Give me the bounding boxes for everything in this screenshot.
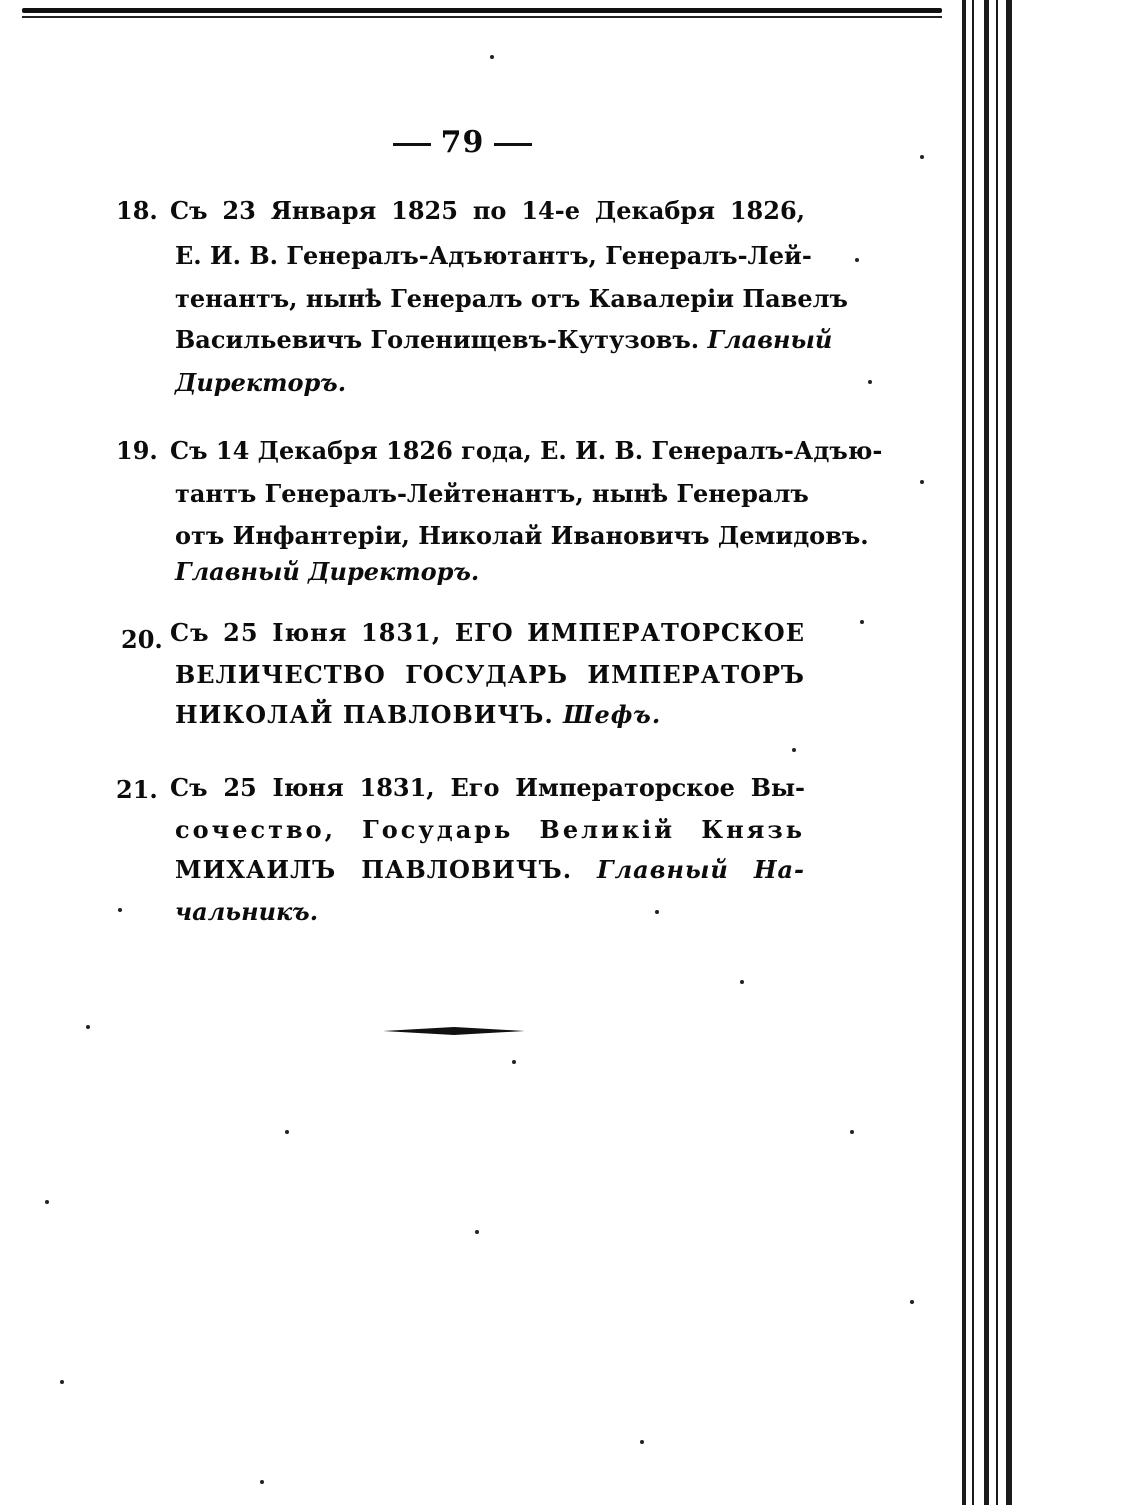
entry-line: Съ 14 Декабря 1826 года, Е. И. В. Генералъ-Адъю-: [170, 436, 883, 465]
entry-role: Главный На-: [597, 855, 806, 884]
entry-role: Директоръ.: [175, 368, 347, 397]
entry-line-with-role: [175, 855, 805, 884]
book-gutter: [962, 0, 1020, 1505]
entry-line: Съ 23 Января 1825 по 14-е Декабря 1826,: [170, 196, 805, 225]
entry-line: Съ 25 Іюня 1831, Его Императорское Вы-: [170, 773, 805, 802]
entry-number: 19.: [116, 436, 158, 465]
entry-line: [175, 368, 805, 397]
entry-role: Шефъ.: [563, 700, 662, 729]
entry-line: тантъ Генералъ-Лейтенантъ, нынѣ Генералъ: [175, 479, 809, 508]
entry-number: 18.: [116, 196, 158, 225]
entry-text: Васильевичъ Голенищевъ-Кутузовъ.: [175, 325, 700, 354]
entry-role: Главный: [707, 325, 833, 354]
entry-line: тенантъ, нынѣ Генералъ отъ Кавалеріи Павелъ: [175, 284, 848, 313]
entry-line-with-role: [175, 700, 805, 729]
entry-line: [175, 557, 805, 586]
entry-line: Съ 25 Іюня 1831, ЕГО ИМПЕРАТОРСКОЕ: [170, 618, 805, 647]
page-number: 79: [375, 125, 550, 160]
entry-line: сочество, Государь Великій Князь: [175, 815, 805, 844]
end-ornament-rule: [383, 1027, 525, 1035]
entry-line: ВЕЛИЧЕСТВО ГОСУДАРЬ ИМПЕРАТОРЪ: [175, 660, 805, 689]
entry-line: [175, 897, 805, 926]
entry-number: 20.: [121, 625, 163, 654]
entry-line: отъ Инфантеріи, Николай Ивановичъ Демидовъ.: [175, 521, 869, 550]
entry-text: МИХАИЛЪ ПАВЛОВИЧЪ.: [175, 855, 573, 884]
top-border-rule: [22, 8, 942, 13]
entry-line-with-role: [175, 325, 833, 354]
entry-role: Главный Директоръ.: [175, 557, 480, 586]
entry-text: НИКОЛАЙ ПАВЛОВИЧЪ.: [175, 700, 554, 729]
entry-role: чальникъ.: [175, 897, 319, 926]
entry-number: 21.: [116, 775, 158, 804]
top-border-rule-thin: [22, 16, 942, 18]
entry-line: Е. И. В. Генералъ-Адъютантъ, Генералъ-Лей-: [175, 241, 812, 270]
